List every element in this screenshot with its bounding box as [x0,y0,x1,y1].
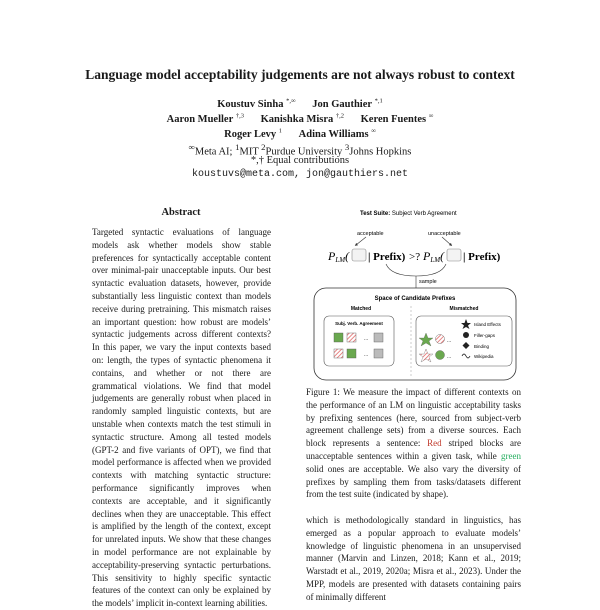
dots: ... [364,336,369,342]
neutral-block [374,349,383,358]
acceptable-slot [352,249,366,261]
authors-line-2 [0,112,600,125]
legend-island-effects: Island Effects [474,322,501,327]
abstract-heading: Abstract [161,207,201,218]
circle-shape [436,335,445,344]
author: Roger Levy $^1$ [224,127,283,140]
star-shape [419,349,433,362]
figure-caption: Figure 1: We measure the impact of different contexts on the performance of an LM on linguistic acceptability tasks by prefixing sentences (here, sourced from subject-verb agreement challenge sets) from a diverse sources. Each block represents a sentence: Red striped blocks are unacceptable sentences within a given task, while green solid ones are acceptable. We also vary the diversity of prefixes by sampling them from tasks/datasets different from the test suite (indicated by shape). [306,387,522,500]
wave-legend-icon [462,354,470,358]
author: Aaron Mueller $^{\dagger,3}$ [166,112,244,125]
unacceptable-block [347,333,356,342]
legend-wikipedia: Wikipedia [474,354,494,359]
comparison-symbol: >? [409,251,421,263]
diamond-legend-icon [463,342,470,349]
sample-bracket [386,264,446,276]
unacceptable-block [334,349,343,358]
circle-shape [436,351,445,360]
author: Kanishka Misra $^{\dagger,2}$ [260,112,345,125]
dots: ... [447,338,452,344]
legend-binding: Binding [474,344,490,349]
acceptable-arrow [356,237,366,245]
figure-1-diagram [306,206,522,382]
matched-label: Matched [350,306,372,312]
star-legend-icon [461,319,471,329]
space-title: Space of Candidate Prefixes [374,296,456,302]
author-emails: koustuvs@meta.com, jon@gauthiers.net [191,169,409,180]
author: Keren Fuentes ∞ [360,112,434,125]
unacceptable-slot [447,249,461,261]
dots: ... [447,354,452,360]
star-shape [419,333,433,346]
body-text-right: which is methodologically standard in linguistics, has emerged as a popular approach to evaluate models’ knowledge of linguistic phenomena in an unsupervised manner (Marvin and Linzen, 2018; Kann et al., 2019; Warstadt et al., 2019, 2020a; Misra et al., 2023). Under the MPP, models are presented with datasets containing pairs of minimally different [306,515,521,602]
p-lm-symbol-left: PLM( [328,249,350,264]
acceptable-label: acceptable [357,231,384,237]
unacceptable-arrow [442,237,451,245]
circle-legend-icon [463,332,469,338]
author: Jon Gauthier $^{*,1}$ [312,97,383,110]
author: Koustuv Sinha *,∞ [217,97,296,110]
test-suite-caption: Test Suite: Subject Verb Agreement [360,211,457,217]
sample-label: sample [419,279,437,285]
acceptable-block [347,349,356,358]
unacceptable-label: unacceptable [428,231,461,237]
subj-verb-box-label: Subj. Verb. Agreement [335,321,383,326]
legend-filler-gaps: Filler-gaps [474,333,496,338]
mismatched-label: Mismatched [449,306,479,312]
paper-title: Language model acceptability judgements are not always robust to context [85,67,515,82]
prefix-right: | Prefix) [463,251,501,263]
neutral-block [374,333,383,342]
dots: ... [364,352,369,358]
acceptable-block [334,333,343,342]
author: Adina Williams ∞ [298,127,376,140]
affiliations: ∞Meta AI; $^1$MIT $^2$Purdue University $^3$Johns Hopkins [188,142,412,158]
authors-line-1 [0,97,600,110]
p-lm-symbol-right: PLM( [423,249,445,264]
authors-line-3 [0,127,600,140]
equal-contributions: *,† Equal contributions [250,155,350,166]
prefix-left: | Prefix) [368,251,406,263]
abstract-text: Targeted syntactic evaluations of language models ask whether models show stable preferences for syntactically acceptable content over minimal-pair unacceptable inputs. Our best syntactic evaluation datasets, however, provide substantially less linguistic context than models receive during pretraining. This mismatch raises an important question: how robust are models’ syntactic judgements across different contexts? In this paper, we vary the input contexts based on: length, the types of syntactic phenomena it contains, and whether or not there are grammatical violations. We find that model judgements are generally robust when placed in randomly sampled linguistic contexts, but are unstable when contexts match the test stimuli in syntactic structure. Among all tested models (GPT-2 and five variants of OPT), we find that model performance is affected when we provided contexts with matching syntactic structure: performance significantly improves when contexts are acceptable, and it significantly declines when they are unacceptable. This effect is amplified by the length of the context, except for unrelated inputs. We show that these changes in model performance are not explainable by acceptability-preserving syntactic perturbations. This sensitivity to highly specific syntactic features of the context can only be explained by the models’ implicit in-context learning abilities. [92,227,271,609]
